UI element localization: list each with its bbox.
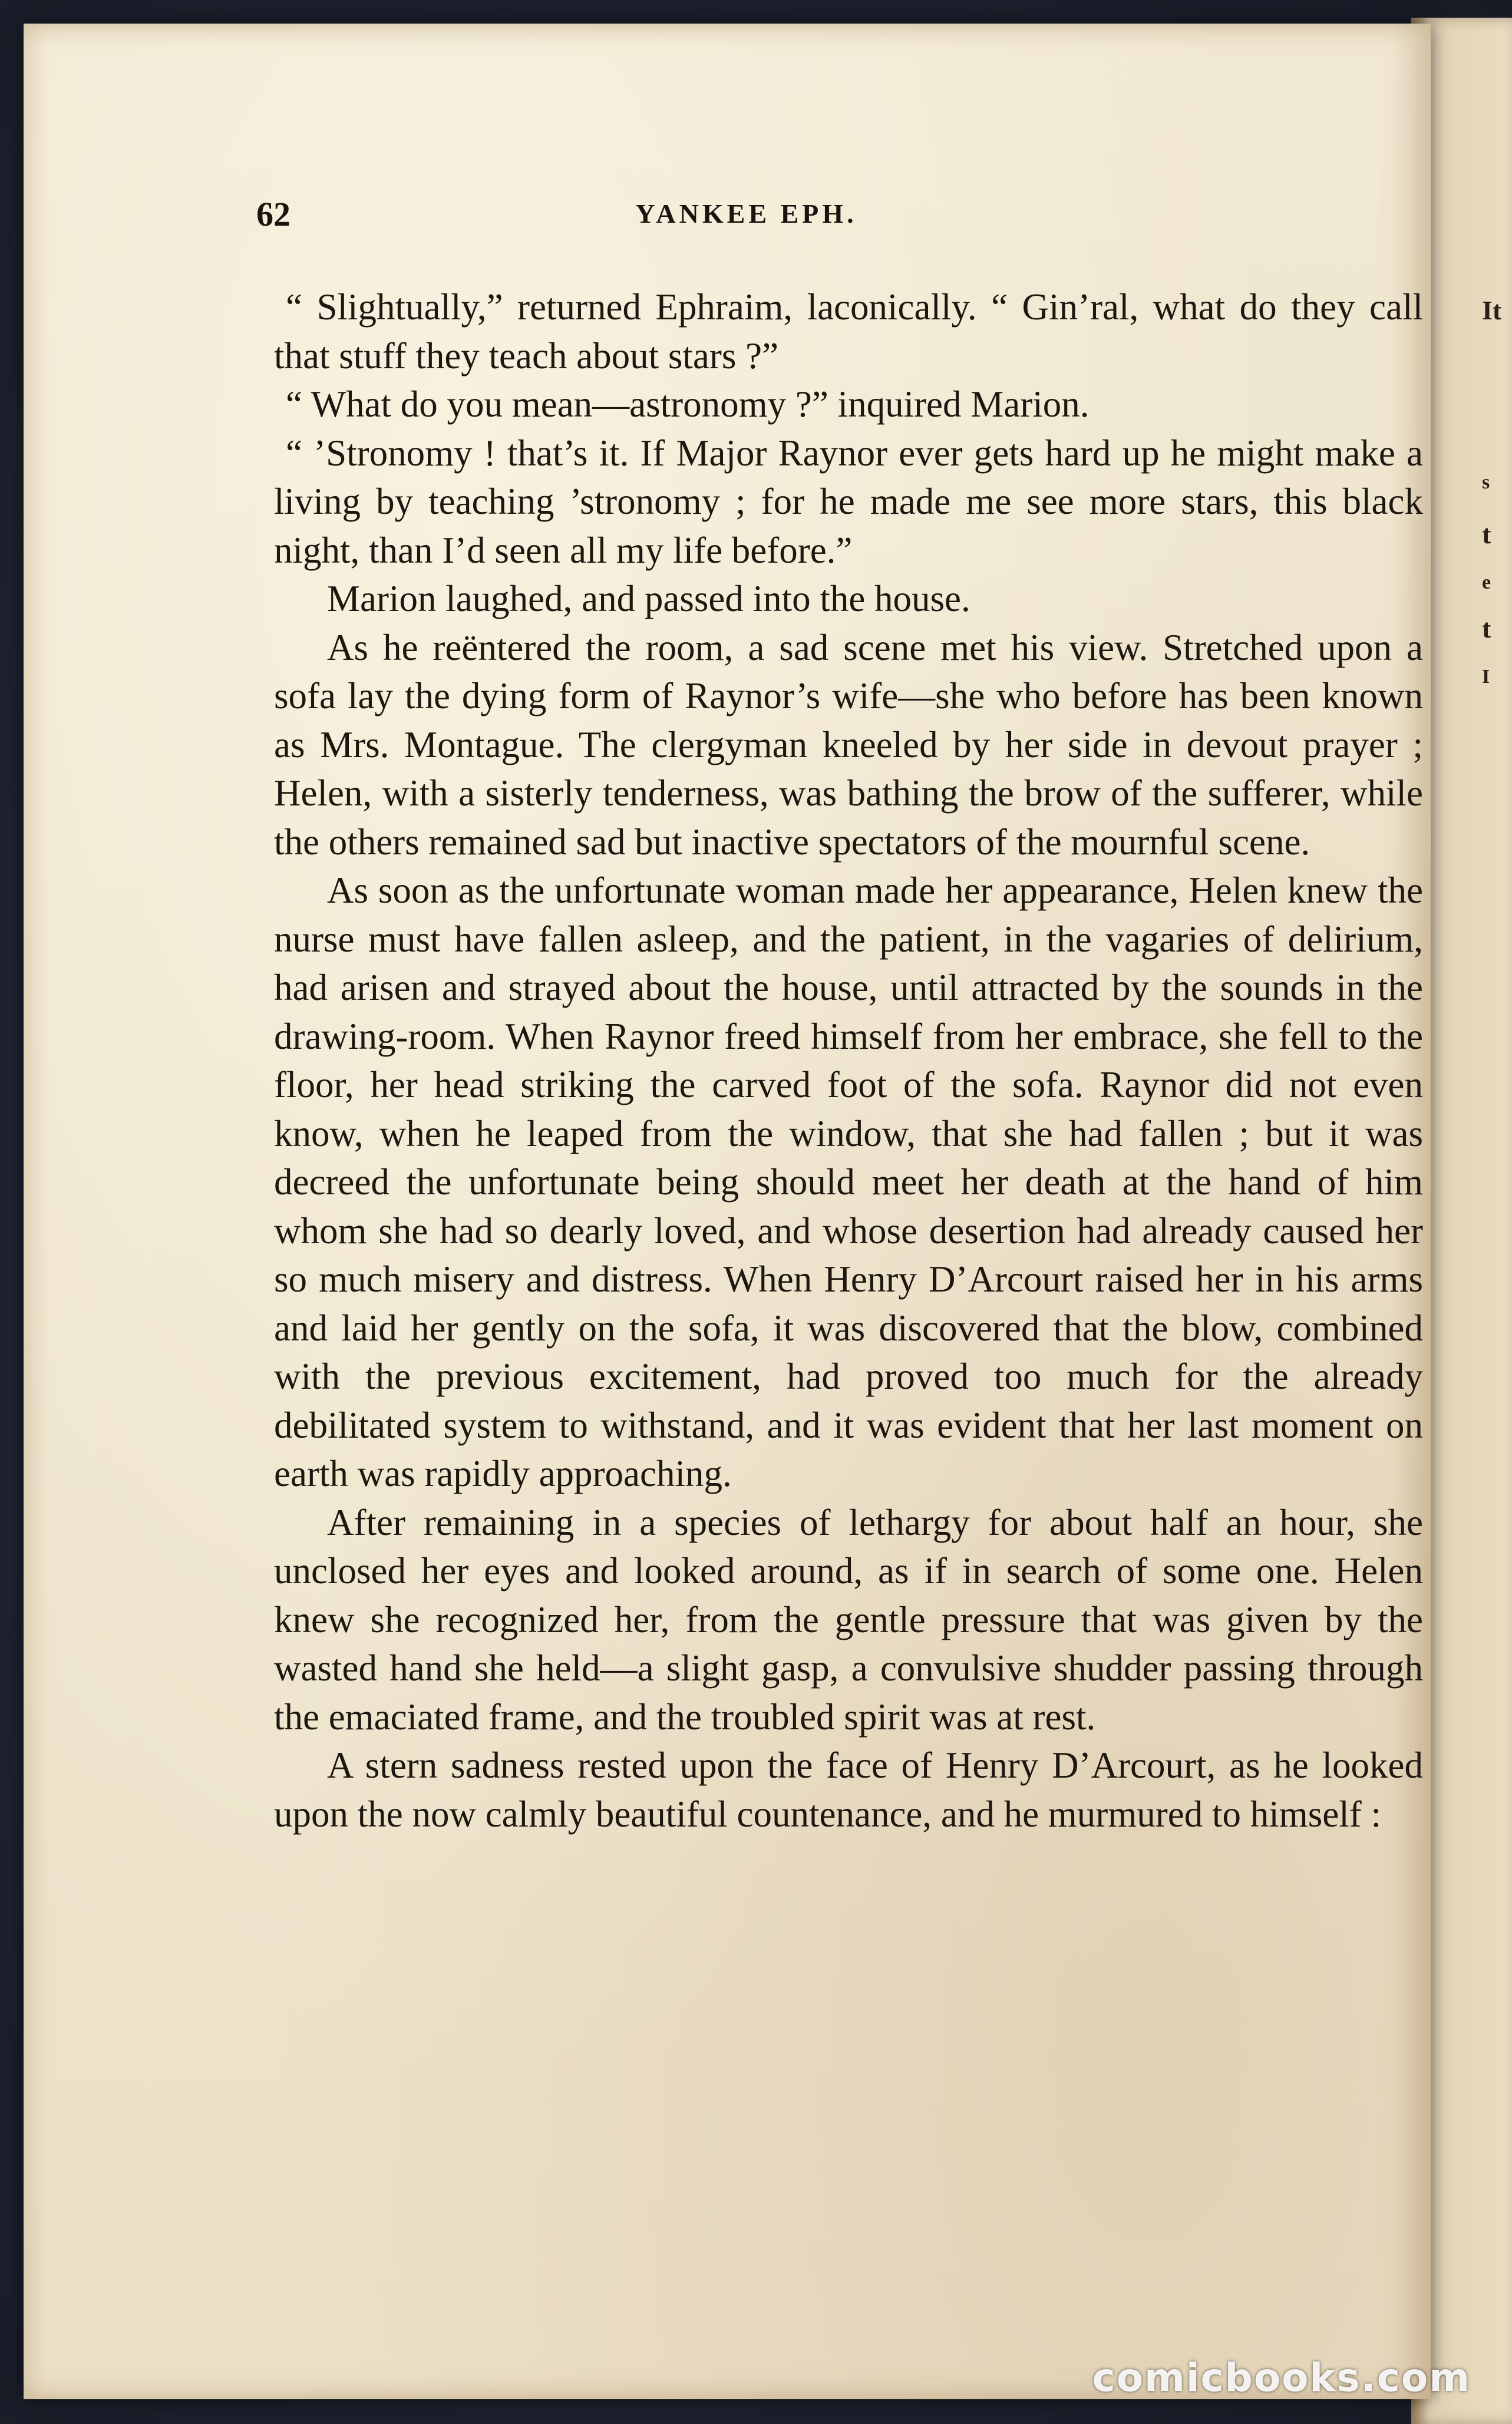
page-header <box>256 194 1236 236</box>
paragraph: “ What do you mean—astronomy ?” inquired Marion. <box>286 384 1090 425</box>
facing-page-fragment: s <box>1482 471 1490 493</box>
watermark: comicbooks.com <box>1092 2355 1471 2400</box>
facing-page-fragment: t <box>1482 519 1491 549</box>
paragraph: “ Slightually,” returned Ephraim, laconically. “ Gin’ral, what do they call that stuff they teach about stars ?” <box>274 286 1423 377</box>
page-number: 62 <box>256 195 290 233</box>
facing-page-fragment: I <box>1482 666 1490 688</box>
facing-page-fragment: e <box>1482 572 1491 593</box>
paragraph: “ ’Stronomy ! that’s it. If Major Raynor ever gets hard up he might make a living by teaching ’stronomy ; for he made me see more stars, this black night, than I’d seen all my life before.” <box>274 432 1423 571</box>
book-page <box>24 24 1431 2399</box>
facing-page-fragment: t <box>1482 613 1491 643</box>
body-text <box>274 283 1423 1838</box>
facing-page-fragment: It <box>1482 295 1502 325</box>
paragraph: A stern sadness rested upon the face of Henry D’Arcourt, as he looked upon the now calmly beautiful countenance, and he murmured to himself : <box>274 1745 1423 1835</box>
paragraph: After remaining in a species of lethargy for about half an hour, she unclosed her eyes and looked around, as if in search of some one. Helen knew she recognized her, from the gentle pressure that was given by the wasted hand she held—a slight gasp, a convulsive shudder passing through the emaciated frame, and the troubled spirit was at rest. <box>274 1501 1423 1738</box>
paragraph: As he reëntered the room, a sad scene met his view. Stretched upon a sofa lay the dying form of Raynor’s wife—she who before has been known as Mrs. Montague. The clergyman kneeled by her side in devout prayer ; Helen, with a sisterly tenderness, was bathing the brow of the sufferer, while the others remained sad but inactive spectators of the mournful scene. <box>274 626 1423 863</box>
paragraph: Marion laughed, and passed into the house. <box>327 578 970 619</box>
paragraph: As soon as the unfortunate woman made her appearance, Helen knew the nurse must have fallen asleep, and the patient, in the vagaries of delirium, had arisen and strayed about the house, until attracted by the sounds in the drawing-room. When Raynor freed himself from her embrace, she fell to the floor, her head striking the carved foot of the sofa. Raynor did not even know, when he leaped from the window, that she had fallen ; but it was decreed the unfortunate being should meet her death at the hand of him whom she had so dearly loved, and whose desertion had already caused her so much misery and distress. When Henry D’Arcourt raised her in his arms and laid her gently on the sofa, it was discovered that the blow, combined with the previous excitement, had proved too much for the already debilitated system to withstand, and it was evident that her last moment on earth was rapidly approaching. <box>274 870 1423 1494</box>
running-head: YANKEE EPH. <box>635 199 857 229</box>
